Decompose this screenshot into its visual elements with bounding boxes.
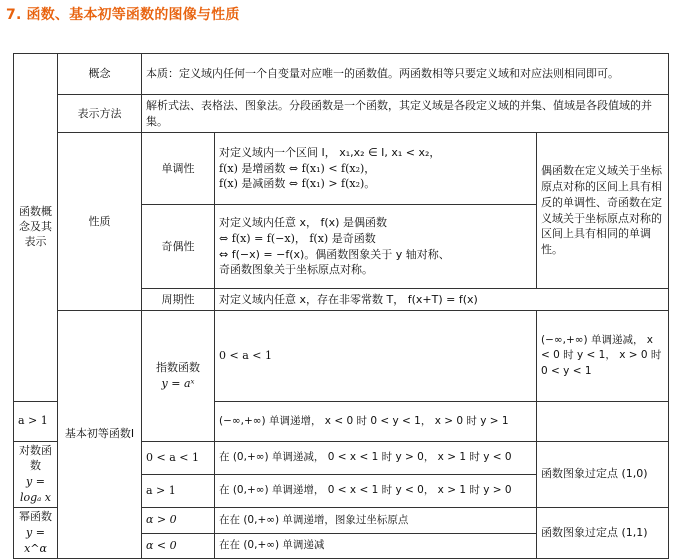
power-description-1: 在在 (0,+∞) 单调递增，图象过坐标原点	[215, 508, 537, 533]
log-description-1: 在 (0,+∞) 单调递减， 0 < x < 1 时 y > 0， x > 1 时 y < 0	[215, 441, 537, 474]
monotonicity-label: 单调性	[142, 133, 215, 205]
function-properties-table	[13, 53, 669, 559]
parity-line-1: 对定义域内任意 x， f(x) 是偶函数	[219, 215, 387, 229]
log-function-cell	[14, 441, 58, 508]
concept-label: 概念	[58, 54, 142, 95]
exp-description-2: (−∞,+∞) 单调递增， x < 0 时 0 < y < 1， x > 0 时 y > 1	[215, 402, 537, 441]
exp-condition-1: 0 < a < 1	[215, 311, 537, 402]
periodicity-text: 对定义域内任意 x，存在非零常数 T， f(x+T) = f(x)	[215, 289, 669, 311]
parity-label: 奇偶性	[142, 205, 215, 289]
parity-line-3: ⇔ f(−x) = −f(x)。偶函数图象关于 y 轴对称、	[219, 247, 450, 261]
category-basic-elementary: 基本初等函数Ⅰ	[58, 311, 142, 559]
parity-line-2: ⇔ f(x) = f(−x)， f(x) 是奇函数	[219, 231, 376, 245]
exp-description-1: (−∞,+∞) 单调递减， x < 0 时 y < 1， x > 0 时 0 < y < 1	[537, 311, 669, 402]
category-function-concept: 函数概念及其表示	[14, 54, 58, 402]
monotonicity-line-1: 对定义域内一个区间 I， x₁,x₂ ∈ I, x₁ < x₂，	[219, 145, 441, 159]
log-condition-2: a > 1	[142, 474, 215, 507]
power-condition-1: α > 0	[142, 508, 215, 533]
monotonicity-text	[215, 133, 537, 205]
monotonicity-line-2: f(x) 是增函数 ⇔ f(x₁) < f(x₂)，	[219, 161, 376, 175]
log-function-formula: y = logₐ x	[19, 475, 51, 505]
property-label: 性质	[58, 133, 142, 311]
power-function-name: 幂函数	[19, 510, 52, 524]
exp-condition-2: a > 1	[14, 402, 58, 441]
log-description-2: 在 (0,+∞) 单调递增， 0 < x < 1 时 y < 0， x > 1 时 y > 0	[215, 474, 537, 507]
power-fixed-point-note: 函数图象过定点 (1,1)	[537, 508, 669, 559]
log-fixed-point-note: 函数图象过定点 (1,0)	[537, 441, 669, 508]
page-title: 7. 函数、基本初等函数的图像与性质	[6, 7, 240, 23]
representation-label: 表示方法	[58, 95, 142, 133]
power-condition-2: α < 0	[142, 533, 215, 558]
power-function-cell	[14, 508, 58, 559]
periodicity-label: 周期性	[142, 289, 215, 311]
power-description-2: 在在 (0,+∞) 单调递减	[215, 533, 537, 558]
parity-monotonicity-note: 偶函数在定义域关于坐标原点对称的区间上具有相反的单调性、奇函数在定义域关于坐标原点对称的区间上具有相同的单调性。	[537, 133, 669, 289]
log-function-name: 对数函数	[19, 443, 52, 473]
exp-function-cell	[142, 311, 215, 442]
exp-function-formula: y = aˣ	[161, 376, 195, 390]
parity-text	[215, 205, 537, 289]
exp-function-name: 指数函数	[156, 360, 200, 374]
parity-line-4: 奇函数图象关于坐标原点对称。	[219, 263, 373, 277]
monotonicity-line-3: f(x) 是减函数 ⇔ f(x₁) > f(x₂)。	[219, 177, 376, 191]
representation-text: 解析式法、表格法、图象法。分段函数是一个函数，其定义域是各段定义域的并集、值域是各段值域的并集。	[142, 95, 669, 133]
concept-text: 本质：定义域内任何一个自变量对应唯一的函数值。两函数相等只要定义域和对应法则相同即可。	[142, 54, 669, 95]
log-condition-1: 0 < a < 1	[142, 441, 215, 474]
power-function-formula: y = x^α	[24, 526, 47, 556]
